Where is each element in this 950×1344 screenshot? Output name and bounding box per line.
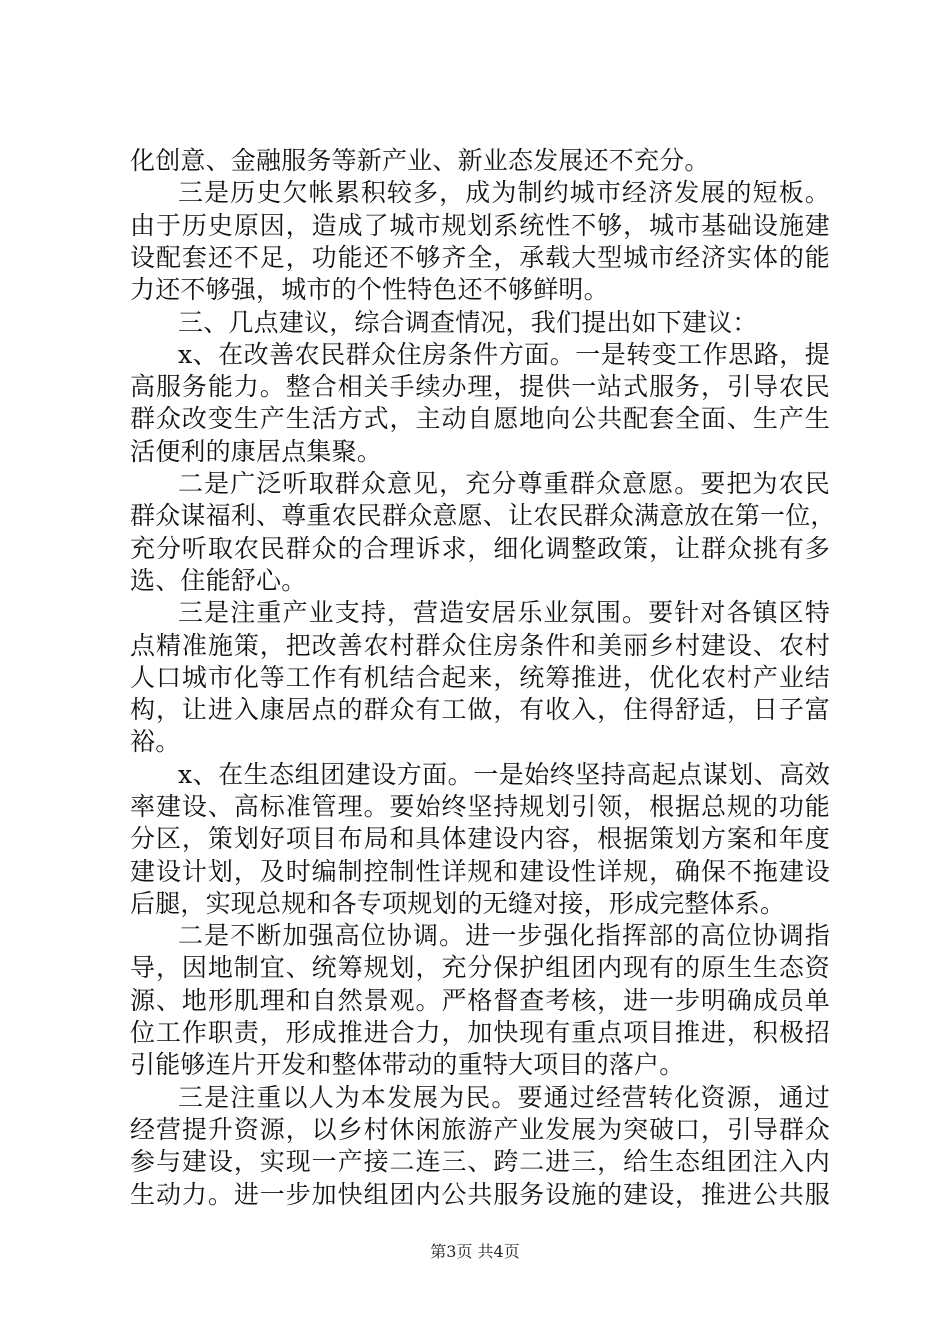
text-line: 由于历史原因，造成了城市规划系统性不够，城市基础设施建 xyxy=(130,211,830,240)
text-line: 高服务能力。整合相关手续办理，提供一站式服务，引导农民 xyxy=(130,372,830,401)
text-line: 选、住能舒心。 xyxy=(130,566,307,595)
text-line: 源、地形肌理和自然景观。严格督查考核，进一步明确成员单 xyxy=(130,986,830,1015)
text-line: 经营提升资源，以乡村休闲旅游产业发展为突破口，引导群众 xyxy=(130,1115,830,1144)
text-line: 点精准施策，把改善农村群众住房条件和美丽乡村建设、农村 xyxy=(130,631,830,660)
text-line: 设配套还不足，功能还不够齐全，承载大型城市经济实体的能 xyxy=(130,243,830,272)
text-line: 裕。 xyxy=(130,727,181,756)
text-line: 三、几点建议，综合调查情况，我们提出如下建议： xyxy=(178,308,758,337)
text-line: 化创意、金融服务等新产业、新业态发展还不充分。 xyxy=(130,146,710,175)
text-line: 位工作职责，形成推进合力，加快现有重点项目推进，积极招 xyxy=(130,1018,830,1047)
text-line: 导，因地制宜、统筹规划，充分保护组团内现有的原生生态资 xyxy=(130,953,830,982)
text-line: 充分听取农民群众的合理诉求，细化调整政策，让群众挑有多 xyxy=(130,534,830,563)
text-line: 力还不够强，城市的个性特色还不够鲜明。 xyxy=(130,275,609,304)
text-line: 二是广泛听取群众意见，充分尊重群众意愿。要把为农民 xyxy=(178,469,830,498)
text-line: 活便利的康居点集聚。 xyxy=(130,437,383,466)
text-line: 二是不断加强高位协调。进一步强化指挥部的高位协调指 xyxy=(178,921,830,950)
text-line: 生动力。进一步加快组团内公共服务设施的建设，推进公共服 xyxy=(130,1180,830,1209)
text-line: 人口城市化等工作有机结合起来，统筹推进，优化农村产业结 xyxy=(130,663,830,692)
text-line: x、在生态组团建设方面。一是始终坚持高起点谋划、高效 xyxy=(178,760,830,789)
text-line: 后腿，实现总规和各专项规划的无缝对接，形成完整体系。 xyxy=(130,889,786,918)
text-line: 三是注重产业支持，营造安居乐业氛围。要针对各镇区特 xyxy=(178,598,830,627)
text-line: 群众谋福利、尊重农民群众意愿、让农民群众满意放在第一位， xyxy=(130,501,836,530)
text-line: 引能够连片开发和整体带动的重特大项目的落户。 xyxy=(130,1050,685,1079)
text-line: 构，让进入康居点的群众有工做，有收入，住得舒适，日子富 xyxy=(130,695,830,724)
text-line: x、在改善农民群众住房条件方面。一是转变工作思路，提 xyxy=(178,340,830,369)
text-line: 参与建设，实现一产接二连三、跨二进三，给生态组团注入内 xyxy=(130,1147,830,1176)
text-line: 三是历史欠帐累积较多，成为制约城市经济发展的短板。 xyxy=(178,178,830,207)
page-footer: 第3页 共4页 xyxy=(430,1242,520,1261)
text-line: 三是注重以人为本发展为民。要通过经营转化资源，通过 xyxy=(178,1083,830,1112)
text-line: 率建设、高标准管理。要始终坚持规划引领，根据总规的功能 xyxy=(130,792,830,821)
text-line: 建设计划，及时编制控制性详规和建设性详规，确保不拖建设 xyxy=(130,857,830,886)
text-line: 分区，策划好项目布局和具体建设内容，根据策划方案和年度 xyxy=(130,824,830,853)
text-line: 群众改变生产生活方式，主动自愿地向公共配套全面、生产生 xyxy=(130,404,830,433)
